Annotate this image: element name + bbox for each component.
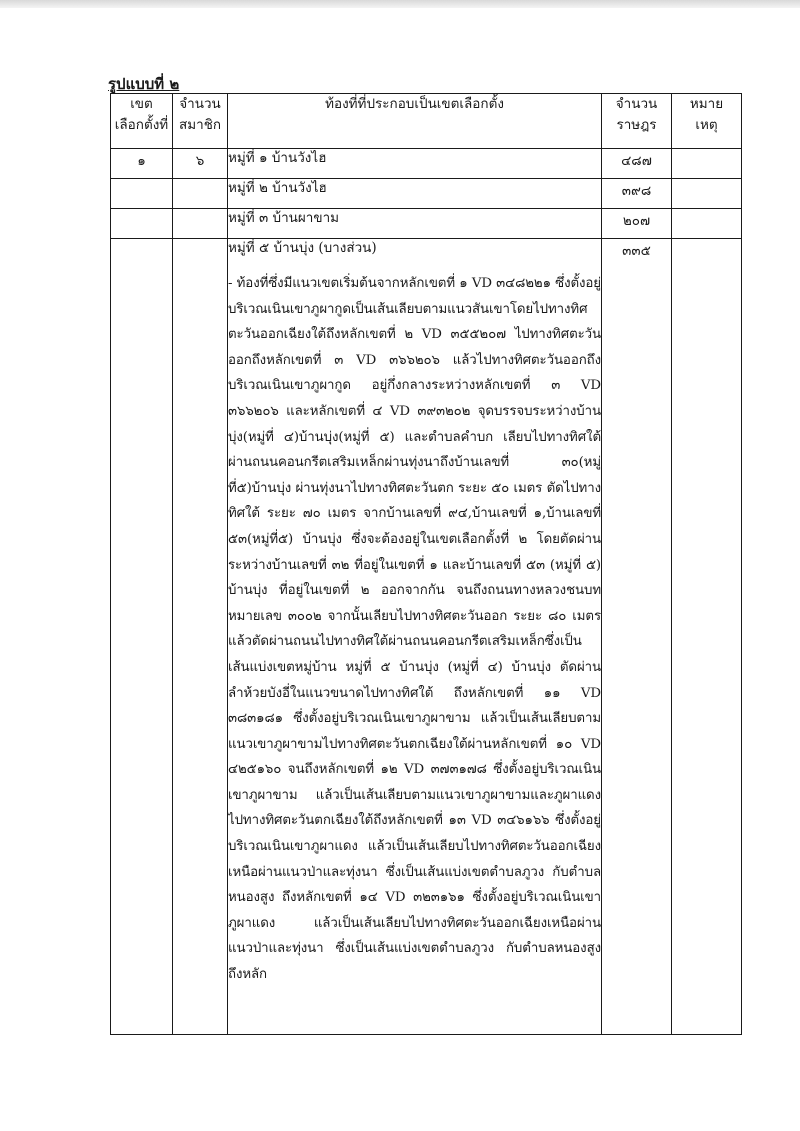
members-cell: ๖ [173, 149, 228, 179]
table-row [111, 179, 742, 209]
table-row [111, 149, 742, 179]
header-district-line1: เขต [130, 96, 153, 112]
header-district [111, 94, 173, 149]
header-members-line2: สมาชิก [178, 117, 222, 133]
area-cell: หมู่ที่ ๓ บ้านผาขาม [228, 209, 602, 239]
members-cell [173, 209, 228, 239]
population-cell: ๓๙๘ [602, 179, 672, 209]
header-area [228, 94, 602, 149]
members-cell [173, 179, 228, 209]
district-cell [111, 209, 173, 239]
population-cell: ๓๓๕ [602, 239, 672, 1035]
remarks-cell [672, 239, 742, 1035]
area-cell: หมู่ที่ ๑ บ้านวังไฮ [228, 149, 602, 179]
remarks-cell [672, 209, 742, 239]
header-district-line2: เลือกตั้งที่ [114, 117, 169, 133]
header-area-label: ท้องที่ที่ประกอบเป็นเขตเลือกตั้ง [325, 96, 504, 112]
members-cell [173, 239, 228, 1035]
header-population-line2: ราษฎร [616, 117, 657, 133]
area-cell [228, 239, 602, 1035]
area-cell: หมู่ที่ ๒ บ้านวังไฮ [228, 179, 602, 209]
boundary-description: - ท้องที่ซึ่งมีแนวเขตเริ่มต้นจากหลักเขตที่ ๑ VD ๓๔๘๒๒๑ ซึ่งตั้งอยู่บริเวณเนินเขาภูผากูดเป็นเส้นเลียบตามแนวสันเขาโดยไปทางทิศตะวันออกเฉียงใต้ถึงหลักเขตที่ ๒ VD ๓๕๕๒๐๗ ไปทางทิศตะวันออกถึงหลักเขตที่ ๓ VD ๓๖๖๒๐๖ แล้วไปทางทิศตะวันออกถึงบริเวณเนินเขาภูผากูด อยู่กึ่งกลางระหว่างหลักเขตที่ ๓ VD ๓๖๖๒๐๖ และหลักเขตที่ ๔ VD ๓๙๓๒๐๒ จุดบรรจบระหว่างบ้านบุ่ง(หมู่ที่ ๔)บ้านบุ่ง(หมู่ที่ ๕) และตำบลคำบก เลียบไปทางทิศใต้ผ่านถนนคอนกรีตเสริมเหล็กผ่านทุ่งนาถึงบ้านเลขที่ ๓๐(หมู่ที่๕)บ้านบุ่ง ผ่านทุ่งนาไปทางทิศตะวันตก ระยะ ๕๐ เมตร ตัดไปทางทิศใต้ ระยะ ๗๐ เมตร จากบ้านเลขที่ ๙๔,บ้านเลขที่ ๑,บ้านเลขที่ ๕๓(หมู่ที่๕) บ้านบุ่ง ซึ่งจะต้องอยู่ในเขตเลือกตั้งที่ ๒ โดยตัดผ่านระหว่างบ้านเลขที่ ๓๒ ที่อยู่ในเขตที่ ๑ และบ้านเลขที่ ๕๓ (หมู่ที่ ๕) บ้านบุ่ง ที่อยู่ในเขตที่ ๒ ออกจากกัน จนถึงถนนทางหลวงชนบทหมายเลข ๓๐๐๒ จากนั้นเลียบไปทางทิศตะวันออก ระยะ ๘๐ เมตร แล้วตัดผ่านถนนไปทางทิศใต้ผ่านถนนคอนกรีตเสริมเหล็กซึ่งเป็นเส้นแบ่งเขตหมู่บ้าน หมู่ที่ ๕ บ้านบุ่ง (หมู่ที่ ๔) บ้านบุ่ง ตัดผ่านลำห้วยบังอี่ในแนวขนาดไปทางทิศใต้ ถึงหลักเขตที่ ๑๑ VD ๓๘๓๑๘๑ ซึ่งตั้งอยู่บริเวณเนินเขาภูผาขาม แล้วเป็นเส้นเลียบตามแนวเขาภูผาขามไปทางทิศตะวันตกเฉียงใต้ผ่านหลักเขตที่ ๑๐ VD ๔๒๕๑๖๐ จนถึงหลักเขตที่ ๑๒ VD ๓๗๓๑๗๘ ซึ่งตั้งอยู่บริเวณเนินเขาภูผาขาม แล้วเป็นเส้นเลียบตามแนวเขาภูผาขามและภูผาแดงไปทางทิศตะวันตกเฉียงใต้ถึงหลักเขตที่ ๑๓ VD ๓๔๖๑๖๖ ซึ่งตั้งอยู่บริเวณเนินเขาภูผาแดง แล้วเป็นเส้นเลียบไปทางทิศตะวันออกเฉียงเหนือผ่านแนวป่าและทุ่งนา ซึ่งเป็นเส้นแบ่งเขตตำบลภูวง กับตำบลหนองสูง ถึงหลักเขตที่ ๑๔ VD ๓๒๓๑๖๑ ซึ่งตั้งอยู่บริเวณเนินเขาภูผาแดง แล้วเป็นเส้นเลียบไปทางทิศตะวันออกเฉียงเหนือผ่านแนวป่าและทุ่งนา ซึ่งเป็นเส้นแบ่งเขตตำบลภูวง กับตำบลหนองสูง ถึงหลัก [228, 276, 601, 983]
header-remarks [672, 94, 742, 149]
electoral-district-table [110, 93, 742, 1035]
table-row [111, 239, 742, 1035]
header-members-line1: จำนวน [179, 96, 221, 112]
district-cell [111, 239, 173, 1035]
header-remarks-line1: หมาย [689, 96, 724, 112]
header-remarks-line2: เหตุ [695, 117, 718, 133]
district-cell: ๑ [111, 149, 173, 179]
district-cell [111, 179, 173, 209]
header-population [602, 94, 672, 149]
table-header-row [111, 94, 742, 149]
area-title: หมู่ที่ ๕ บ้านบุ่ง (บางส่วน) [228, 240, 377, 256]
population-cell: ๔๘๗ [602, 149, 672, 179]
header-members [173, 94, 228, 149]
table-row [111, 209, 742, 239]
scan-top-edge [0, 0, 800, 8]
remarks-cell [672, 149, 742, 179]
population-cell: ๒๐๗ [602, 209, 672, 239]
remarks-cell [672, 179, 742, 209]
header-population-line1: จำนวน [615, 96, 658, 112]
page-title: รูปแบบที่ ๒ [108, 75, 180, 93]
